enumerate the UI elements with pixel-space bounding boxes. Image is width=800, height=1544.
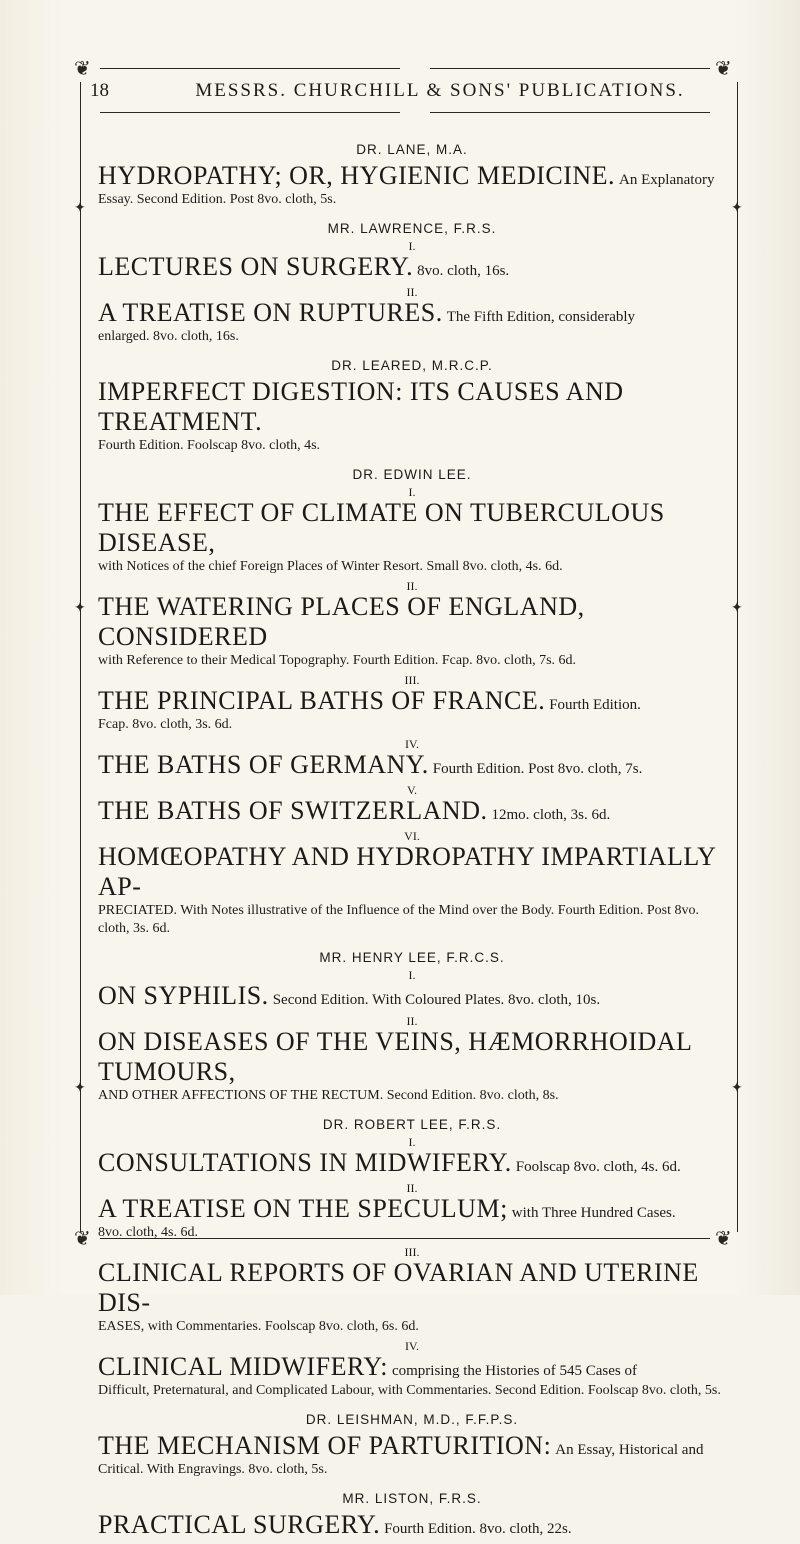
- page-number: 18: [90, 80, 109, 101]
- work-details: EASES, with Commentaries. Foolscap 8vo. cloth, 6s. 6d.: [98, 1319, 419, 1334]
- work-entry: [98, 252, 726, 282]
- work-entry: [98, 377, 726, 455]
- work-details: with Reference to their Medical Topography. Fourth Edition. Fcap. 8vo. cloth, 7s. 6d.: [98, 653, 577, 668]
- work-title: ON SYPHILIS.: [98, 981, 269, 1010]
- author-heading: MR. LISTON, F.R.S.: [342, 1491, 482, 1506]
- work-number: II.: [406, 579, 418, 593]
- work-entry: [98, 1431, 726, 1479]
- work-entry: [98, 498, 726, 576]
- work-note: Fourth Edition. Post 8vo. cloth, 7s.: [432, 761, 643, 777]
- work-note: The Fifth Edition, considerably: [446, 309, 636, 325]
- work-note: comprising the Histories of 545 Cases of: [391, 1363, 637, 1379]
- work-title: THE WATERING PLACES OF ENGLAND, CONSIDERED: [98, 592, 585, 651]
- border-ornament-right-2: ✦: [731, 601, 743, 616]
- work-details: Fourth Edition. Foolscap 8vo. cloth, 4s.: [98, 438, 321, 453]
- work-title: THE PRINCIPAL BATHS OF FRANCE.: [98, 686, 546, 715]
- running-head: MESSRS. CHURCHILL & SONS' PUBLICATIONS.: [195, 80, 685, 101]
- work-number: I.: [408, 1135, 416, 1149]
- border-ornament-right-3: ✦: [731, 1081, 743, 1096]
- work-title: THE BATHS OF GERMANY.: [98, 750, 429, 779]
- work-entry: [98, 750, 726, 780]
- work-number: IV.: [404, 737, 420, 751]
- work-title: THE MECHANISM OF PARTURITION:: [98, 1431, 552, 1460]
- author-heading: DR. LANE, M.A.: [356, 142, 468, 157]
- work-entry: [98, 981, 726, 1011]
- work-title: HOMŒOPATHY AND HYDROPATHY IMPARTIALLY AP-: [98, 842, 716, 901]
- border-ornament-right-1: ✦: [731, 201, 743, 216]
- work-number: VI.: [404, 829, 420, 843]
- work-entry: [98, 1258, 726, 1336]
- work-note: Fourth Edition. 8vo. cloth, 22s.: [384, 1521, 572, 1537]
- work-number: III.: [404, 1245, 420, 1259]
- work-title: THE EFFECT OF CLIMATE ON TUBERCULOUS DISEASE,: [98, 498, 665, 557]
- work-details: with Notices of the chief Foreign Places of Winter Resort. Small 8vo. cloth, 4s. 6d.: [98, 559, 563, 574]
- work-details: Fcap. 8vo. cloth, 3s. 6d.: [98, 717, 233, 732]
- work-title: A TREATISE ON RUPTURES.: [98, 298, 443, 327]
- work-entry: [98, 1352, 726, 1400]
- work-note: Foolscap 8vo. cloth, 4s. 6d.: [515, 1159, 681, 1175]
- work-title: CLINICAL REPORTS OF OVARIAN AND UTERINE DIS-: [98, 1258, 699, 1317]
- work-details: AND OTHER AFFECTIONS OF THE RECTUM. Second Edition. 8vo. cloth, 8s.: [98, 1088, 559, 1103]
- work-title: IMPERFECT DIGESTION: ITS CAUSES AND TREATMENT.: [98, 377, 624, 436]
- border-ornament-left-2: ✦: [74, 601, 86, 616]
- top-rule-left: [100, 68, 400, 69]
- work-entry: [98, 1027, 726, 1105]
- work-details: 8vo. cloth, 4s. 6d.: [98, 1225, 198, 1240]
- work-number: I.: [408, 239, 416, 253]
- work-details: Difficult, Preternatural, and Complicated Labour, with Commentaries. Second Edition. Foolscap 8vo. cloth, 5s.: [98, 1383, 721, 1398]
- author-heading: MR. LAWRENCE, F.R.S.: [327, 221, 497, 236]
- work-number: II.: [406, 1181, 418, 1195]
- author-heading: DR. EDWIN LEE.: [352, 467, 472, 482]
- work-title: THE BATHS OF SWITZERLAND.: [98, 796, 488, 825]
- work-note: Fourth Edition.: [549, 697, 641, 713]
- work-note: 12mo. cloth, 3s. 6d.: [491, 807, 611, 823]
- work-note: Second Edition. With Coloured Plates. 8vo. cloth, 10s.: [272, 992, 601, 1008]
- work-title: ON DISEASES OF THE VEINS, HÆMORRHOIDAL TUMOURS,: [98, 1027, 692, 1086]
- right-border: [737, 82, 738, 1232]
- work-number: I.: [408, 968, 416, 982]
- catalogue-listing: [98, 130, 726, 1544]
- work-entry: [98, 298, 726, 346]
- top-rule-right: [430, 68, 710, 69]
- work-entry: [98, 592, 726, 670]
- ornament-top-right: ❦: [715, 58, 732, 80]
- work-note: 8vo. cloth, 16s.: [417, 263, 510, 279]
- border-ornament-left-3: ✦: [74, 1081, 86, 1096]
- work-note: with Three Hundred Cases.: [511, 1205, 676, 1221]
- work-title: CLINICAL MIDWIFERY:: [98, 1352, 388, 1381]
- work-number: II.: [406, 1014, 418, 1028]
- header-rule-right: [430, 112, 710, 113]
- work-number: IV.: [404, 1339, 420, 1353]
- work-note: An Essay, Historical and: [555, 1442, 704, 1458]
- work-entry: [98, 1148, 726, 1178]
- work-entry: [98, 161, 726, 209]
- work-number: III.: [404, 673, 420, 687]
- work-title: PRACTICAL SURGERY.: [98, 1510, 381, 1539]
- work-title: A TREATISE ON THE SPECULUM;: [98, 1194, 508, 1223]
- author-heading: MR. HENRY LEE, F.R.C.S.: [319, 950, 505, 965]
- work-details: Essay. Second Edition. Post 8vo. cloth, 5s.: [98, 192, 337, 207]
- work-number: I.: [408, 485, 416, 499]
- header-rule-left: [100, 112, 400, 113]
- work-number: V.: [406, 783, 418, 797]
- work-details: Critical. With Engravings. 8vo. cloth, 5s.: [98, 1462, 328, 1477]
- page-header: [90, 80, 730, 102]
- ornament-bottom-right: ❦: [715, 1228, 732, 1250]
- work-details: PRECIATED. With Notes illustrative of the Influence of the Mind over the Body. Fourth Edition. Post 8vo. cloth, 3s. 6d.: [98, 903, 699, 936]
- work-note: An Explanatory: [619, 172, 715, 188]
- ornament-top-left: ❦: [74, 58, 91, 80]
- ornament-bottom-left: ❦: [74, 1228, 91, 1250]
- work-entry: [98, 686, 726, 734]
- work-title: HYDROPATHY; OR, HYGIENIC MEDICINE.: [98, 161, 616, 190]
- work-details: enlarged. 8vo. cloth, 16s.: [98, 329, 239, 344]
- work-entry: [98, 796, 726, 826]
- work-number: II.: [406, 285, 418, 299]
- author-heading: DR. LEISHMAN, M.D., F.F.P.S.: [305, 1412, 519, 1427]
- work-title: LECTURES ON SURGERY.: [98, 252, 414, 281]
- work-entry: [98, 842, 726, 938]
- author-heading: DR. LEARED, M.R.C.P.: [331, 358, 493, 373]
- work-entry: [98, 1510, 726, 1540]
- border-ornament-left-1: ✦: [74, 201, 86, 216]
- left-border: [80, 82, 81, 1232]
- author-heading: DR. ROBERT LEE, F.R.S.: [322, 1117, 502, 1132]
- work-title: CONSULTATIONS IN MIDWIFERY.: [98, 1148, 512, 1177]
- work-entry: [98, 1194, 726, 1242]
